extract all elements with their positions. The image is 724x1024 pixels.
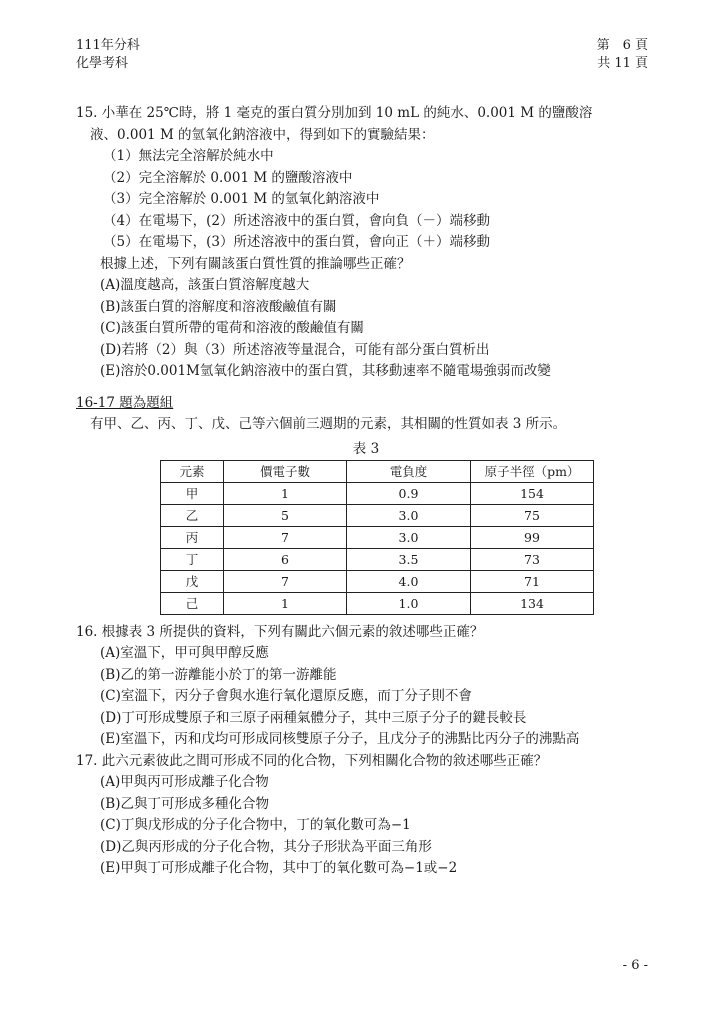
group-title: 16-17 題為題組 xyxy=(76,394,174,411)
table-cell: 己 xyxy=(161,592,224,614)
q16-option-d: (D)丁可形成雙原子和三原子兩種氣體分子，其中三原子分子的鍵長較長 xyxy=(100,709,527,726)
q15-option-d: (D)若將（2）與（3）所述溶液等量混合，可能有部分蛋白質析出 xyxy=(100,341,490,358)
table-cell: 5 xyxy=(224,504,347,526)
table-caption: 表 3 xyxy=(352,440,380,457)
q15-result-1: （1）無法完全溶解於純水中 xyxy=(103,148,274,164)
page-number-label: 第 6 頁 xyxy=(596,38,648,53)
q15-option-e: (E)溶於0.001M氫氧化鈉溶液中的蛋白質，其移動速率不隨電場強弱而改變 xyxy=(100,363,551,379)
q15-stem-line1: 15. 小華在 25℃時，將 1 毫克的蛋白質分別加到 10 mL 的純水、0.001 M 的鹽酸溶 xyxy=(76,105,593,121)
table-cell: 73 xyxy=(471,548,594,570)
q17-option-a: (A)甲與丙可形成離子化合物 xyxy=(100,774,269,790)
q16-stem: 16. 根據表 3 所提供的資料，下列有關此六個元素的敘述哪些正確？ xyxy=(76,623,484,640)
group-intro: 有甲、乙、丙、丁、戊、己等六個前三週期的元素，其相關的性質如表 3 所示。 xyxy=(90,416,567,432)
table-cell: 甲 xyxy=(161,482,224,504)
page-header-left xyxy=(76,37,140,73)
q17-option-b: (B)乙與丁可形成多種化合物 xyxy=(100,795,269,812)
q16-option-e: (E)室溫下，丙和戊均可形成同核雙原子分子，且戊分子的沸點比丙分子的沸點高 xyxy=(100,731,580,747)
table-cell: 3.0 xyxy=(347,504,471,526)
table-cell: 3.0 xyxy=(347,526,471,548)
column-header: 原子半徑（pm） xyxy=(471,460,594,482)
table-row xyxy=(161,548,594,570)
q15-result-5: （5）在電場下，(3）所述溶液中的蛋白質，會向正（＋）端移動 xyxy=(103,234,490,250)
table-cell: 丙 xyxy=(161,526,224,548)
q15-result-3: （3）完全溶解於 0.001 M 的氫氧化鈉溶液中 xyxy=(103,191,380,207)
table-cell: 71 xyxy=(471,570,594,592)
q15-result-2: （2）完全溶解於 0.001 M 的鹽酸溶液中 xyxy=(103,169,353,186)
column-header: 電負度 xyxy=(347,460,471,482)
table-cell: 4.0 xyxy=(347,570,471,592)
table-cell: 1 xyxy=(224,482,347,504)
table-cell: 1 xyxy=(224,592,347,614)
table-row xyxy=(161,526,594,548)
q16-option-c: (C)室溫下，丙分子會與水進行氧化還原反應，而丁分子則不會 xyxy=(100,688,472,704)
table-cell: 7 xyxy=(224,570,347,592)
table-cell: 丁 xyxy=(161,548,224,570)
table-cell: 134 xyxy=(471,592,594,614)
q15-result-4: （4）在電場下，(2）所述溶液中的蛋白質，會向負（－）端移動 xyxy=(103,212,490,229)
table-cell: 1.0 xyxy=(347,592,471,614)
column-header: 價電子數 xyxy=(224,460,347,482)
table-row xyxy=(161,592,594,614)
table-row xyxy=(161,504,594,526)
question-15 xyxy=(76,103,656,383)
table-cell: 乙 xyxy=(161,504,224,526)
table-cell: 7 xyxy=(224,526,347,548)
q15-prompt: 根據上述，下列有關該蛋白質性質的推論哪些正確？ xyxy=(100,255,411,272)
page-header-right xyxy=(597,37,648,73)
q16-option-b: (B)乙的第一游離能小於丁的第一游離能 xyxy=(100,666,337,683)
table-cell: 3.5 xyxy=(347,548,471,570)
q17-option-d: (D)乙與丙形成的分子化合物，其分子形狀為平面三角形 xyxy=(100,838,432,855)
table-cell: 75 xyxy=(471,504,594,526)
table-row xyxy=(161,570,594,592)
question-16 xyxy=(76,622,656,751)
question-17 xyxy=(76,751,656,880)
table-header-row xyxy=(161,460,594,482)
q15-stem-line2: 液、0.001 M 的氫氧化鈉溶液中，得到如下的實驗結果： xyxy=(90,126,435,143)
table-cell: 6 xyxy=(224,548,347,570)
table-cell: 0.9 xyxy=(347,482,471,504)
table-row xyxy=(161,482,594,504)
table-cell: 154 xyxy=(471,482,594,504)
page-footer-number: - 6 - xyxy=(622,958,648,973)
q17-option-e: (E)甲與丁可形成離子化合物，其中丁的氧化數可為−1或−2 xyxy=(100,860,458,876)
q15-option-a: (A)溫度越高，該蛋白質溶解度越大 xyxy=(100,277,310,293)
page-content xyxy=(76,103,656,880)
element-properties-table xyxy=(160,460,594,615)
table-cell: 99 xyxy=(471,526,594,548)
q17-stem: 17. 此六元素彼此之間可形成不同的化合物，下列相關化合物的敘述哪些正確？ xyxy=(76,752,548,769)
exam-year-label: 111年分科 xyxy=(76,38,140,53)
q15-option-c: (C)該蛋白質所帶的電荷和溶液的酸鹼值有關 xyxy=(100,320,364,336)
q15-option-b: (B)該蛋白質的溶解度和溶液酸鹼值有關 xyxy=(100,298,337,315)
column-header: 元素 xyxy=(161,460,224,482)
total-pages-label: 共 11 頁 xyxy=(597,56,648,71)
subject-label: 化學考科 xyxy=(76,56,129,71)
q17-option-c: (C)丁與戊形成的分子化合物中，丁的氧化數可為−1 xyxy=(100,817,411,833)
q16-option-a: (A)室溫下，甲可與甲醇反應 xyxy=(100,645,269,661)
table-cell: 戊 xyxy=(161,570,224,592)
